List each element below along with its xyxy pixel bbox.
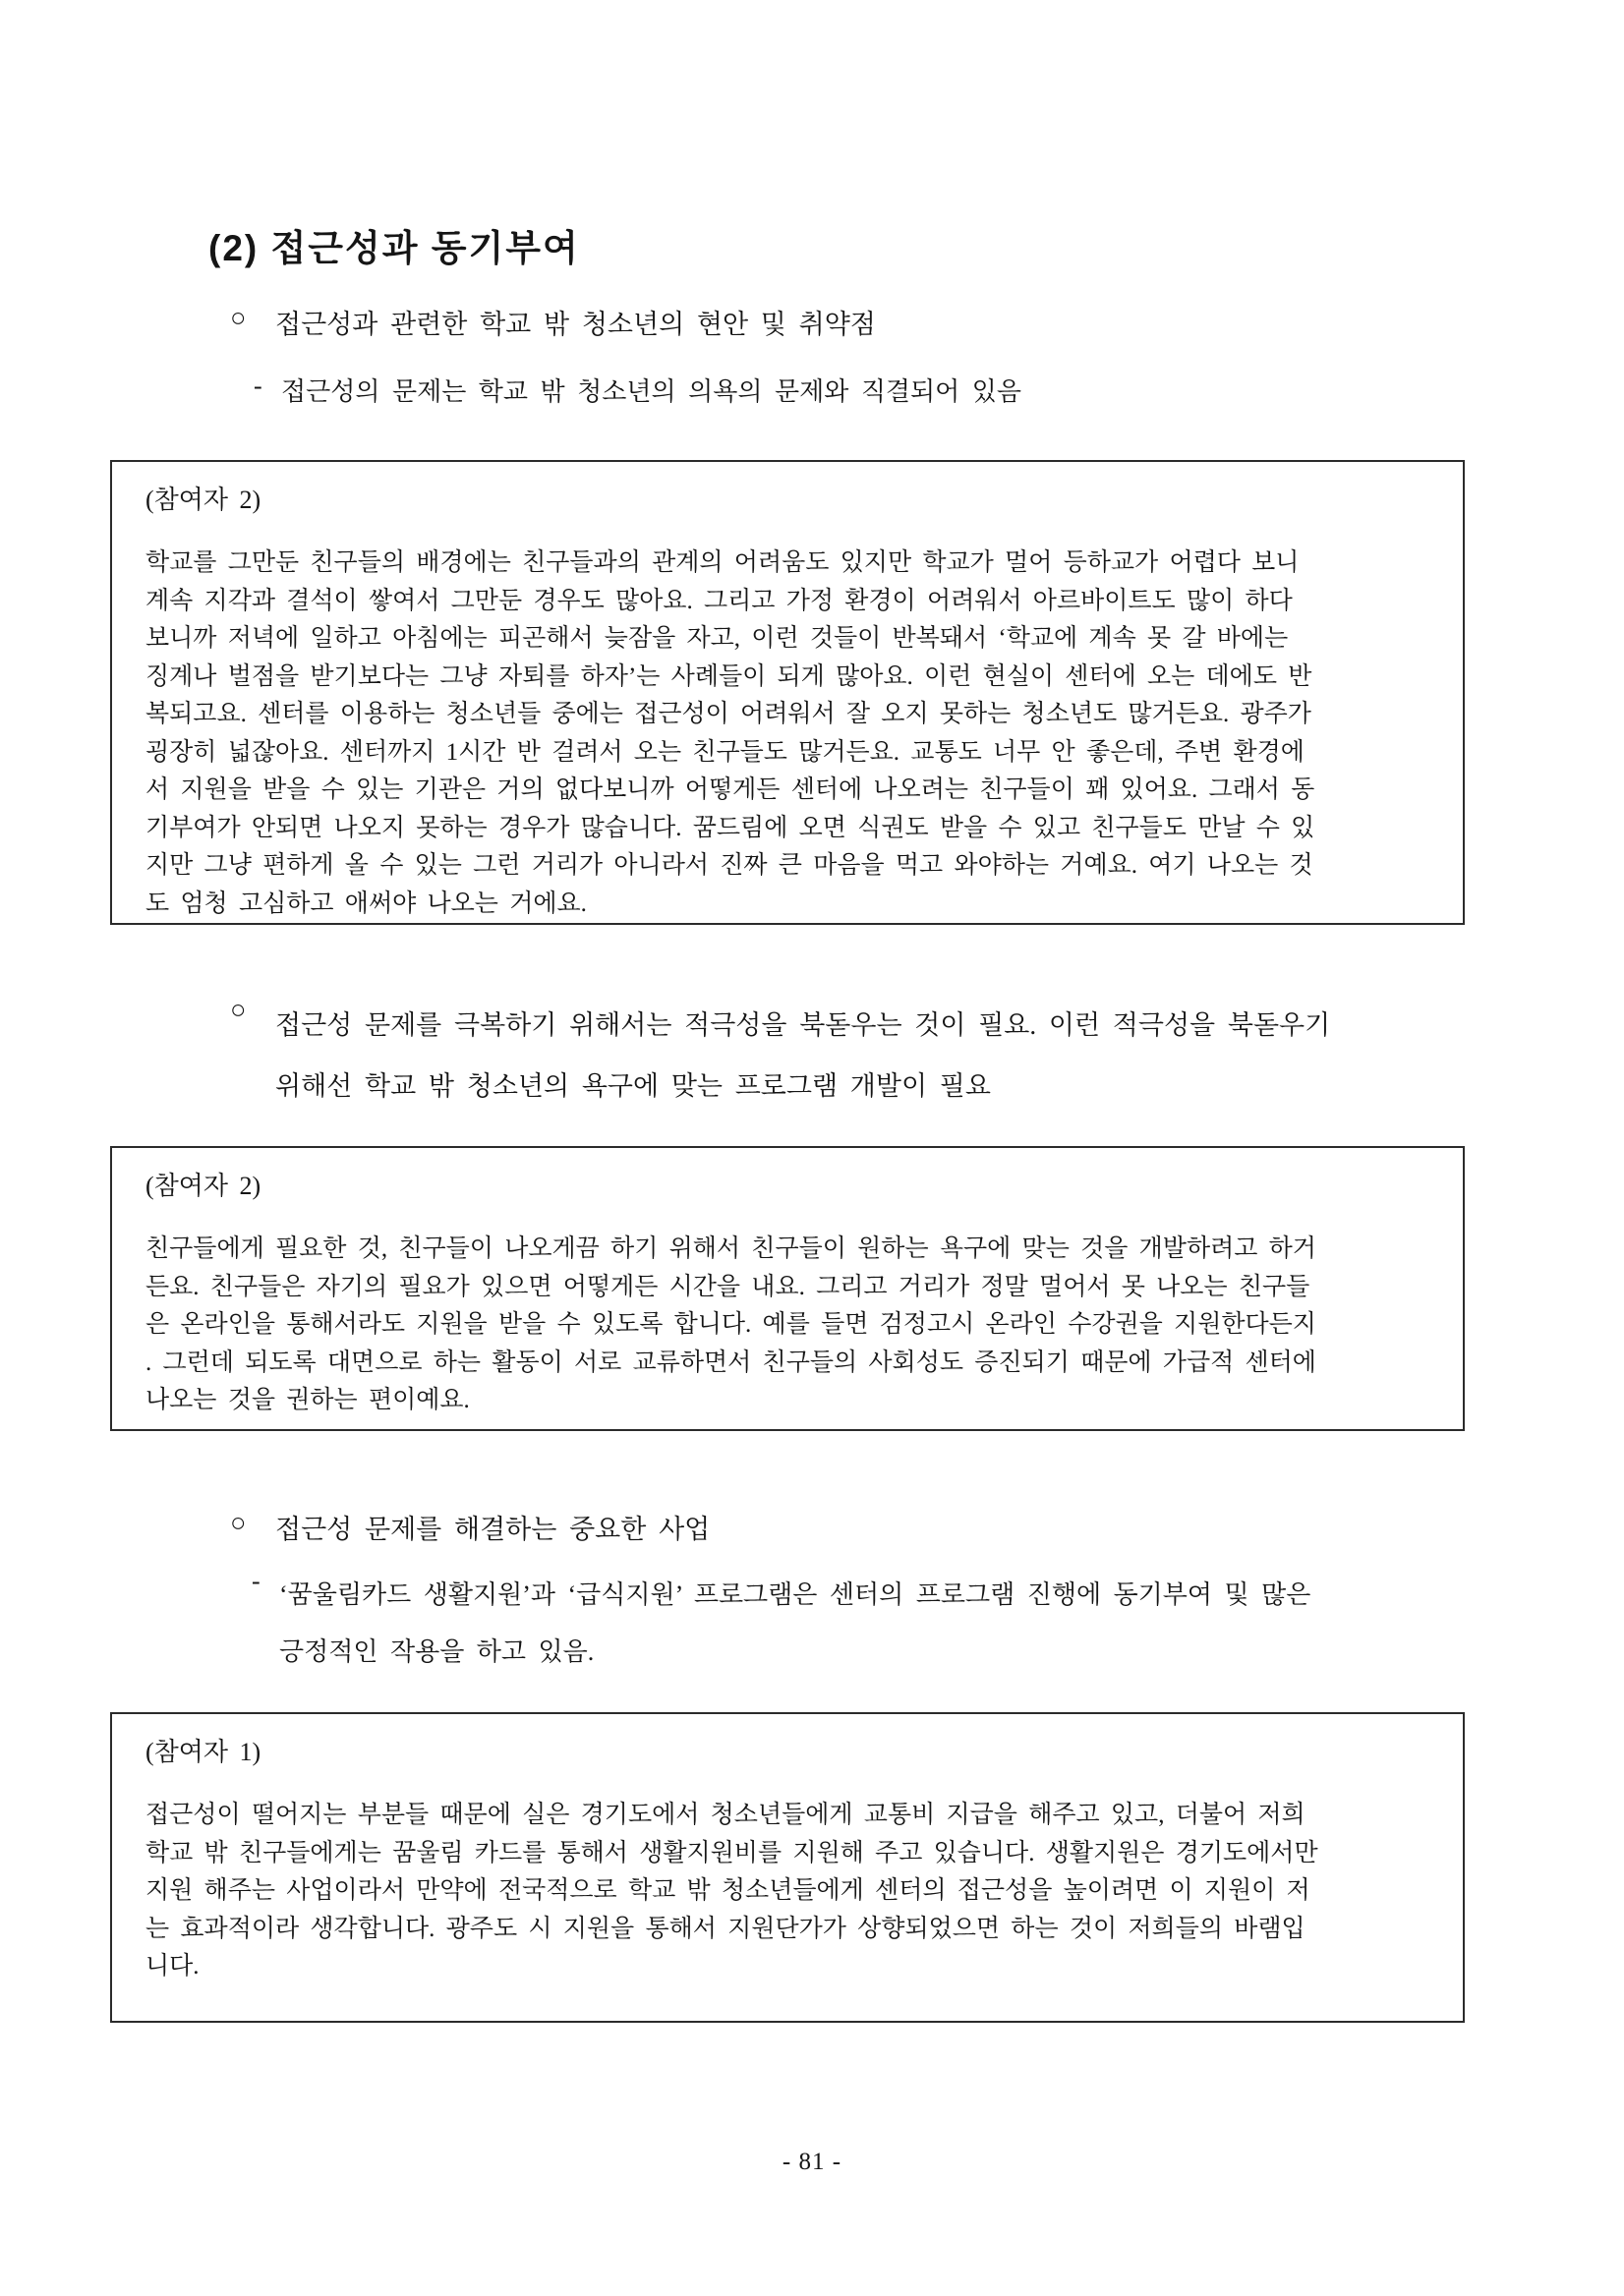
text-line: 징계나 벌점을 받기보다는 그냥 자퇴를 하자’는 사례들이 되게 많아요. 이런 현실이 센터에 오는 데에도 반 (145, 662, 1312, 690)
text-line: ‘꿈울림카드 생활지원’과 ‘급식지원’ 프로그램은 센터의 프로그램 진행에 동기부여 및 많은 (279, 1580, 1311, 1609)
circle-bullet-marker: ○ (230, 303, 247, 332)
quote-text (145, 545, 1429, 923)
bullet-item-accessibility-issues (230, 303, 876, 341)
quote-participant-label: (참여자 2) (145, 486, 261, 514)
circle-bullet-marker: ○ (230, 1508, 247, 1537)
text-line: 접근성 문제를 극복하기 위해서는 적극성을 북돋우는 것이 필요. 이런 적극성을 북돋우기 (275, 1010, 1331, 1040)
page-number: - 81 - (782, 2149, 842, 2175)
quote-text (145, 1231, 1429, 1420)
sub-bullet-item-accessibility-motivation (254, 372, 1021, 408)
sub-bullet-item-program-effects (252, 1567, 1310, 1681)
text-line: 긍정적인 작용을 하고 있음. (279, 1637, 595, 1666)
text-line: 는 효과적이라 생각합니다. 광주도 시 지원을 통해서 지원단가가 상향되었으면 하는 것이 저희들의 바램입 (145, 1915, 1305, 1942)
dash-bullet-marker: - (252, 1567, 261, 1595)
participant-quote-box-1 (110, 460, 1465, 925)
text-line: 은 온라인을 통해서라도 지원을 받을 수 있도록 합니다. 예를 들면 검정고시 온라인 수강권을 지원한다든지 (145, 1311, 1316, 1338)
text-line: 나오는 것을 권하는 편이예요. (145, 1387, 470, 1413)
text-line: 지원 해주는 사업이라서 만약에 전국적으로 학교 밖 청소년들에게 센터의 접근성을 높이려면 이 지원이 저 (145, 1877, 1310, 1904)
text-line: 학교 밖 친구들에게는 꿈울림 카드를 통해서 생활지원비를 지원해 주고 있습니다. 생활지원은 경기도에서만 (145, 1839, 1318, 1866)
text-line: 친구들에게 필요한 것, 친구들이 나오게끔 하기 위해서 친구들이 원하는 욕구에 맞는 것을 개발하려고 하거 (145, 1235, 1316, 1262)
text-line: 기부여가 안되면 나오지 못하는 경우가 많습니다. 꿈드림에 오면 식권도 받을 수 있고 친구들도 만날 수 있 (145, 814, 1315, 841)
bullet-text (275, 995, 1330, 1117)
text-line: 도 엄청 고심하고 애써야 나오는 거에요. (145, 890, 587, 917)
text-line: 니다. (145, 1953, 200, 1980)
section-heading: (2) 접근성과 동기부여 (208, 228, 580, 268)
sub-bullet-text: 접근성의 문제는 학교 밖 청소년의 의욕의 문제와 직결되어 있음 (281, 377, 1022, 406)
participant-quote-box-2 (110, 1146, 1465, 1431)
text-line: 굉장히 넓잖아요. 센터까지 1시간 반 걸려서 오는 친구들도 많거든요. 교통도 너무 안 좋은데, 주변 환경에 (145, 738, 1305, 766)
text-line: 위해선 학교 밖 청소년의 욕구에 맞는 프로그램 개발이 필요 (275, 1071, 991, 1101)
quote-text (145, 1797, 1429, 1986)
bullet-text: 접근성 문제를 해결하는 중요한 사업 (275, 1515, 711, 1544)
circle-bullet-marker: ○ (230, 995, 247, 1024)
sub-bullet-text (279, 1567, 1310, 1681)
text-line: 서 지원을 받을 수 있는 기관은 거의 없다보니까 어떻게든 센터에 나오려는 친구들이 꽤 있어요. 그래서 동 (145, 776, 1315, 803)
text-line: 지만 그냥 편하게 올 수 있는 그런 거리가 아니라서 진짜 큰 마음을 먹고 와야하는 거예요. 여기 나오는 것 (145, 852, 1313, 879)
text-line: 보니까 저녁에 일하고 아침에는 피곤해서 늦잠을 자고, 이런 것들이 반복돼서 ‘학교에 계속 못 갈 바에는 (145, 625, 1289, 652)
text-line: 계속 지각과 결석이 쌓여서 그만둔 경우도 많아요. 그리고 가정 환경이 어려워서 아르바이트도 많이 하다 (145, 587, 1293, 614)
text-line: 든요. 친구들은 자기의 필요가 있으면 어떻게든 시간을 내요. 그리고 거리가 정말 멀어서 못 나오는 친구들 (145, 1273, 1310, 1300)
participant-quote-box-3 (110, 1712, 1465, 2023)
bullet-item-overcoming-accessibility (230, 995, 1330, 1117)
quote-participant-label: (참여자 2) (145, 1172, 261, 1200)
dash-bullet-marker: - (254, 372, 262, 400)
text-line: 복되고요. 센터를 이용하는 청소년들 중에는 접근성이 어려워서 잘 오지 못하는 청소년도 많거든요. 광주가 (145, 701, 1311, 727)
text-line: 접근성이 떨어지는 부분들 때문에 실은 경기도에서 청소년들에게 교통비 지급을 해주고 있고, 더불어 저희 (145, 1802, 1305, 1828)
text-line: 학교를 그만둔 친구들의 배경에는 친구들과의 관계의 어려움도 있지만 학교가 멀어 등하교가 어렵다 보니 (145, 549, 1300, 576)
quote-participant-label: (참여자 1) (145, 1738, 261, 1766)
bullet-text: 접근성과 관련한 학교 밖 청소년의 현안 및 취약점 (275, 310, 876, 339)
bullet-item-key-programs (230, 1508, 710, 1546)
text-line: . 그런데 되도록 대면으로 하는 활동이 서로 교류하면서 친구들의 사회성도 증진되기 때문에 가급적 센터에 (145, 1349, 1316, 1376)
